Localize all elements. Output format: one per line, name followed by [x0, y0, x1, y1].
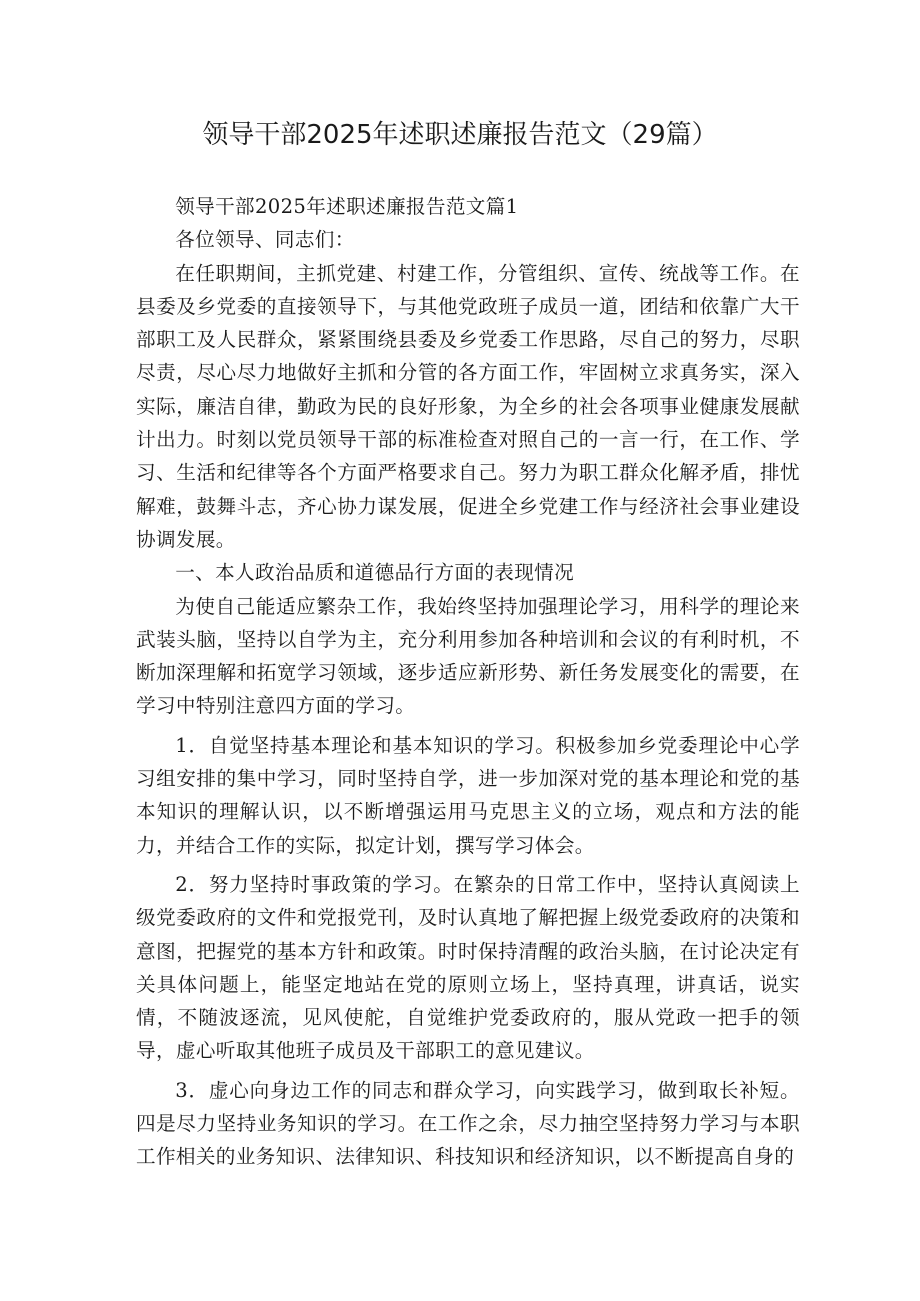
- paragraph: 为使自己能适应繁杂工作，我始终坚持加强理论学习，用科学的理论来武装头脑，坚持以自学为主，充分利用参加各种培训和会议的有利时机，不断加深理解和拓宽学习领域，逐步适应新形势、新任务发展变化的需要，在学习中特别注意四方面的学习。: [136, 594, 800, 718]
- paragraph: 在任职期间，主抓党建、村建工作，分管组织、宣传、统战等工作。在县委及乡党委的直接领导下，与其他党政班子成员一道，团结和依靠广大干部职工及人民群众，紧紧围绕县委及乡党委工作思路，尽自己的努力，尽职尽责，尽心尽力地做好主抓和分管的各方面工作，牢固树立求真务实，深入实际，廉洁自律，勤政为民的良好形象，为全乡的社会各项事业健康发展献计出力。时刻以党员领导干部的标准检查对照自己的一言一行，在工作、学习、生活和纪律等各个方面严格要求自己。努力为职工群众化解矛盾，排忧解难，鼓舞斗志，齐心协力谋发展，促进全乡党建工作与经济社会事业建设协调发展。: [136, 261, 800, 551]
- document-body: [136, 190, 800, 1174]
- numbered-paragraph: 2．努力坚持时事政策的学习。在繁杂的日常工作中，坚持认真阅读上级党委政府的文件和党报党刊，及时认真地了解把握上级党委政府的决策和意图，把握党的基本方针和政策。时时保持清醒的政治头脑，在讨论决定有关具体问题上，能坚定地站在党的原则立场上，坚持真理，讲真话，说实情，不随波逐流，见风使舵，自觉维护党委政府的，服从党政一把手的领导，虚心听取其他班子成员及干部职工的意见建议。: [136, 872, 800, 1063]
- numbered-paragraph: 1．自觉坚持基本理论和基本知识的学习。积极参加乡党委理论中心学习组安排的集中学习，同时坚持自学，进一步加深对党的基本理论和党的基本知识的理解认识，以不断增强运用马克思主义的立场，观点和方法的能力，并结合工作的实际，拟定计划，撰写学习体会。: [136, 733, 800, 857]
- greeting: 各位领导、同志们：: [175, 228, 355, 252]
- numbered-paragraph: 3．虚心向身边工作的同志和群众学习，向实践学习，做到取长补短。四是尽力坚持业务知识的学习。在工作之余，尽力抽空坚持努力学习与本职工作相关的业务知识、法律知识、科技知识和经济知识，以不断提高自身的: [136, 1078, 800, 1169]
- document-title: 领导干部2025年述职述廉报告范文（29篇）: [202, 120, 718, 150]
- section-subtitle: 领导干部2025年述职述廉报告范文篇1: [175, 195, 519, 218]
- section-heading: 一、本人政治品质和道德品行方面的表现情况: [175, 561, 575, 585]
